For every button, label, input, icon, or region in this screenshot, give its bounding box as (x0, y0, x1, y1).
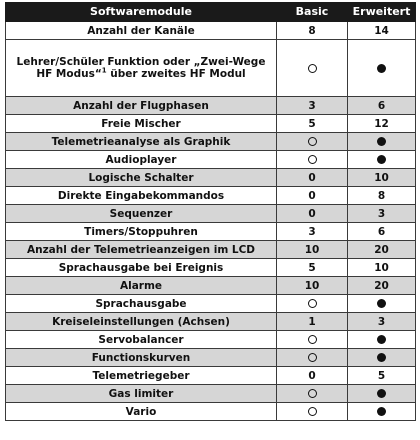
feature-cell: Anzahl der Kanäle (6, 22, 277, 40)
filled-circle-icon (377, 299, 386, 308)
filled-circle-icon (377, 137, 386, 146)
basic-cell: 3 (277, 223, 348, 241)
basic-cell: 8 (277, 22, 348, 40)
extended-cell (348, 403, 416, 421)
feature-cell: Sprachausgabe bei Ereignis (6, 259, 277, 277)
feature-cell: Timers/Stoppuhren (6, 223, 277, 241)
table-row (6, 133, 416, 151)
open-circle-icon (308, 353, 317, 362)
table-row (6, 22, 416, 40)
table-row (6, 349, 416, 367)
table-row (6, 277, 416, 295)
extended-cell (348, 331, 416, 349)
extended-cell (348, 295, 416, 313)
table-row (6, 169, 416, 187)
software-modules-table (5, 2, 416, 421)
table-row (6, 97, 416, 115)
extended-cell (348, 133, 416, 151)
feature-cell: Functionskurven (6, 349, 277, 367)
basic-cell (277, 40, 348, 97)
feature-cell: Freie Mischer (6, 115, 277, 133)
filled-circle-icon (377, 353, 386, 362)
basic-cell: 5 (277, 115, 348, 133)
extended-cell: 6 (348, 97, 416, 115)
extended-cell: 14 (348, 22, 416, 40)
feature-cell: Vario (6, 403, 277, 421)
table-body (6, 22, 416, 421)
open-circle-icon (308, 64, 317, 73)
open-circle-icon (308, 137, 317, 146)
table-row (6, 331, 416, 349)
feature-cell: Telemetriegeber (6, 367, 277, 385)
feature-cell (6, 40, 277, 97)
open-circle-icon (308, 299, 317, 308)
header-row (6, 3, 416, 22)
header-feature: Softwaremodule (6, 3, 277, 22)
open-circle-icon (308, 407, 317, 416)
filled-circle-icon (377, 389, 386, 398)
filled-circle-icon (377, 64, 386, 73)
basic-cell (277, 295, 348, 313)
table-row (6, 241, 416, 259)
open-circle-icon (308, 389, 317, 398)
feature-cell: Kreiseleinstellungen (Achsen) (6, 313, 277, 331)
basic-cell (277, 349, 348, 367)
table-row (6, 313, 416, 331)
feature-cell: Telemetrieanalyse als Graphik (6, 133, 277, 151)
header-basic: Basic (277, 3, 348, 22)
table-row (6, 367, 416, 385)
table-row (6, 40, 416, 97)
feature-cell: Logische Schalter (6, 169, 277, 187)
feature-cell: Audioplayer (6, 151, 277, 169)
basic-cell (277, 331, 348, 349)
feature-cell: Anzahl der Telemetrieanzeigen im LCD (6, 241, 277, 259)
extended-cell (348, 40, 416, 97)
table-row (6, 223, 416, 241)
table-row (6, 403, 416, 421)
extended-cell: 12 (348, 115, 416, 133)
table-row (6, 205, 416, 223)
basic-cell: 0 (277, 205, 348, 223)
basic-cell: 0 (277, 169, 348, 187)
extended-cell (348, 151, 416, 169)
table-row (6, 187, 416, 205)
extended-cell: 20 (348, 277, 416, 295)
basic-cell: 3 (277, 97, 348, 115)
open-circle-icon (308, 335, 317, 344)
extended-cell: 10 (348, 169, 416, 187)
feature-cell: Alarme (6, 277, 277, 295)
open-circle-icon (308, 155, 317, 164)
extended-cell: 8 (348, 187, 416, 205)
feature-cell: Gas limiter (6, 385, 277, 403)
basic-cell: 0 (277, 187, 348, 205)
filled-circle-icon (377, 407, 386, 416)
feature-cell: Sprachausgabe (6, 295, 277, 313)
basic-cell (277, 151, 348, 169)
extended-cell: 5 (348, 367, 416, 385)
extended-cell: 10 (348, 259, 416, 277)
basic-cell (277, 403, 348, 421)
basic-cell: 10 (277, 277, 348, 295)
table-row (6, 151, 416, 169)
footnote-marker: 1 (101, 66, 107, 75)
feature-cell: Direkte Eingabekommandos (6, 187, 277, 205)
basic-cell (277, 385, 348, 403)
table-row (6, 295, 416, 313)
extended-cell: 20 (348, 241, 416, 259)
extended-cell: 3 (348, 205, 416, 223)
extended-cell: 3 (348, 313, 416, 331)
basic-cell (277, 133, 348, 151)
basic-cell: 10 (277, 241, 348, 259)
feature-text: Lehrer/Schüler Funktion oder „Zwei-Wege HF Modus“ (16, 56, 266, 80)
feature-cell: Anzahl der Flugphasen (6, 97, 277, 115)
feature-cell: Servobalancer (6, 331, 277, 349)
table-row (6, 115, 416, 133)
extended-cell: 6 (348, 223, 416, 241)
basic-cell: 5 (277, 259, 348, 277)
basic-cell: 1 (277, 313, 348, 331)
table-row (6, 385, 416, 403)
filled-circle-icon (377, 335, 386, 344)
extended-cell (348, 385, 416, 403)
feature-text: über zweites HF Modul (106, 68, 246, 80)
filled-circle-icon (377, 155, 386, 164)
basic-cell: 0 (277, 367, 348, 385)
table-row (6, 259, 416, 277)
feature-cell: Sequenzer (6, 205, 277, 223)
header-extended: Erweitert (348, 3, 416, 22)
extended-cell (348, 349, 416, 367)
